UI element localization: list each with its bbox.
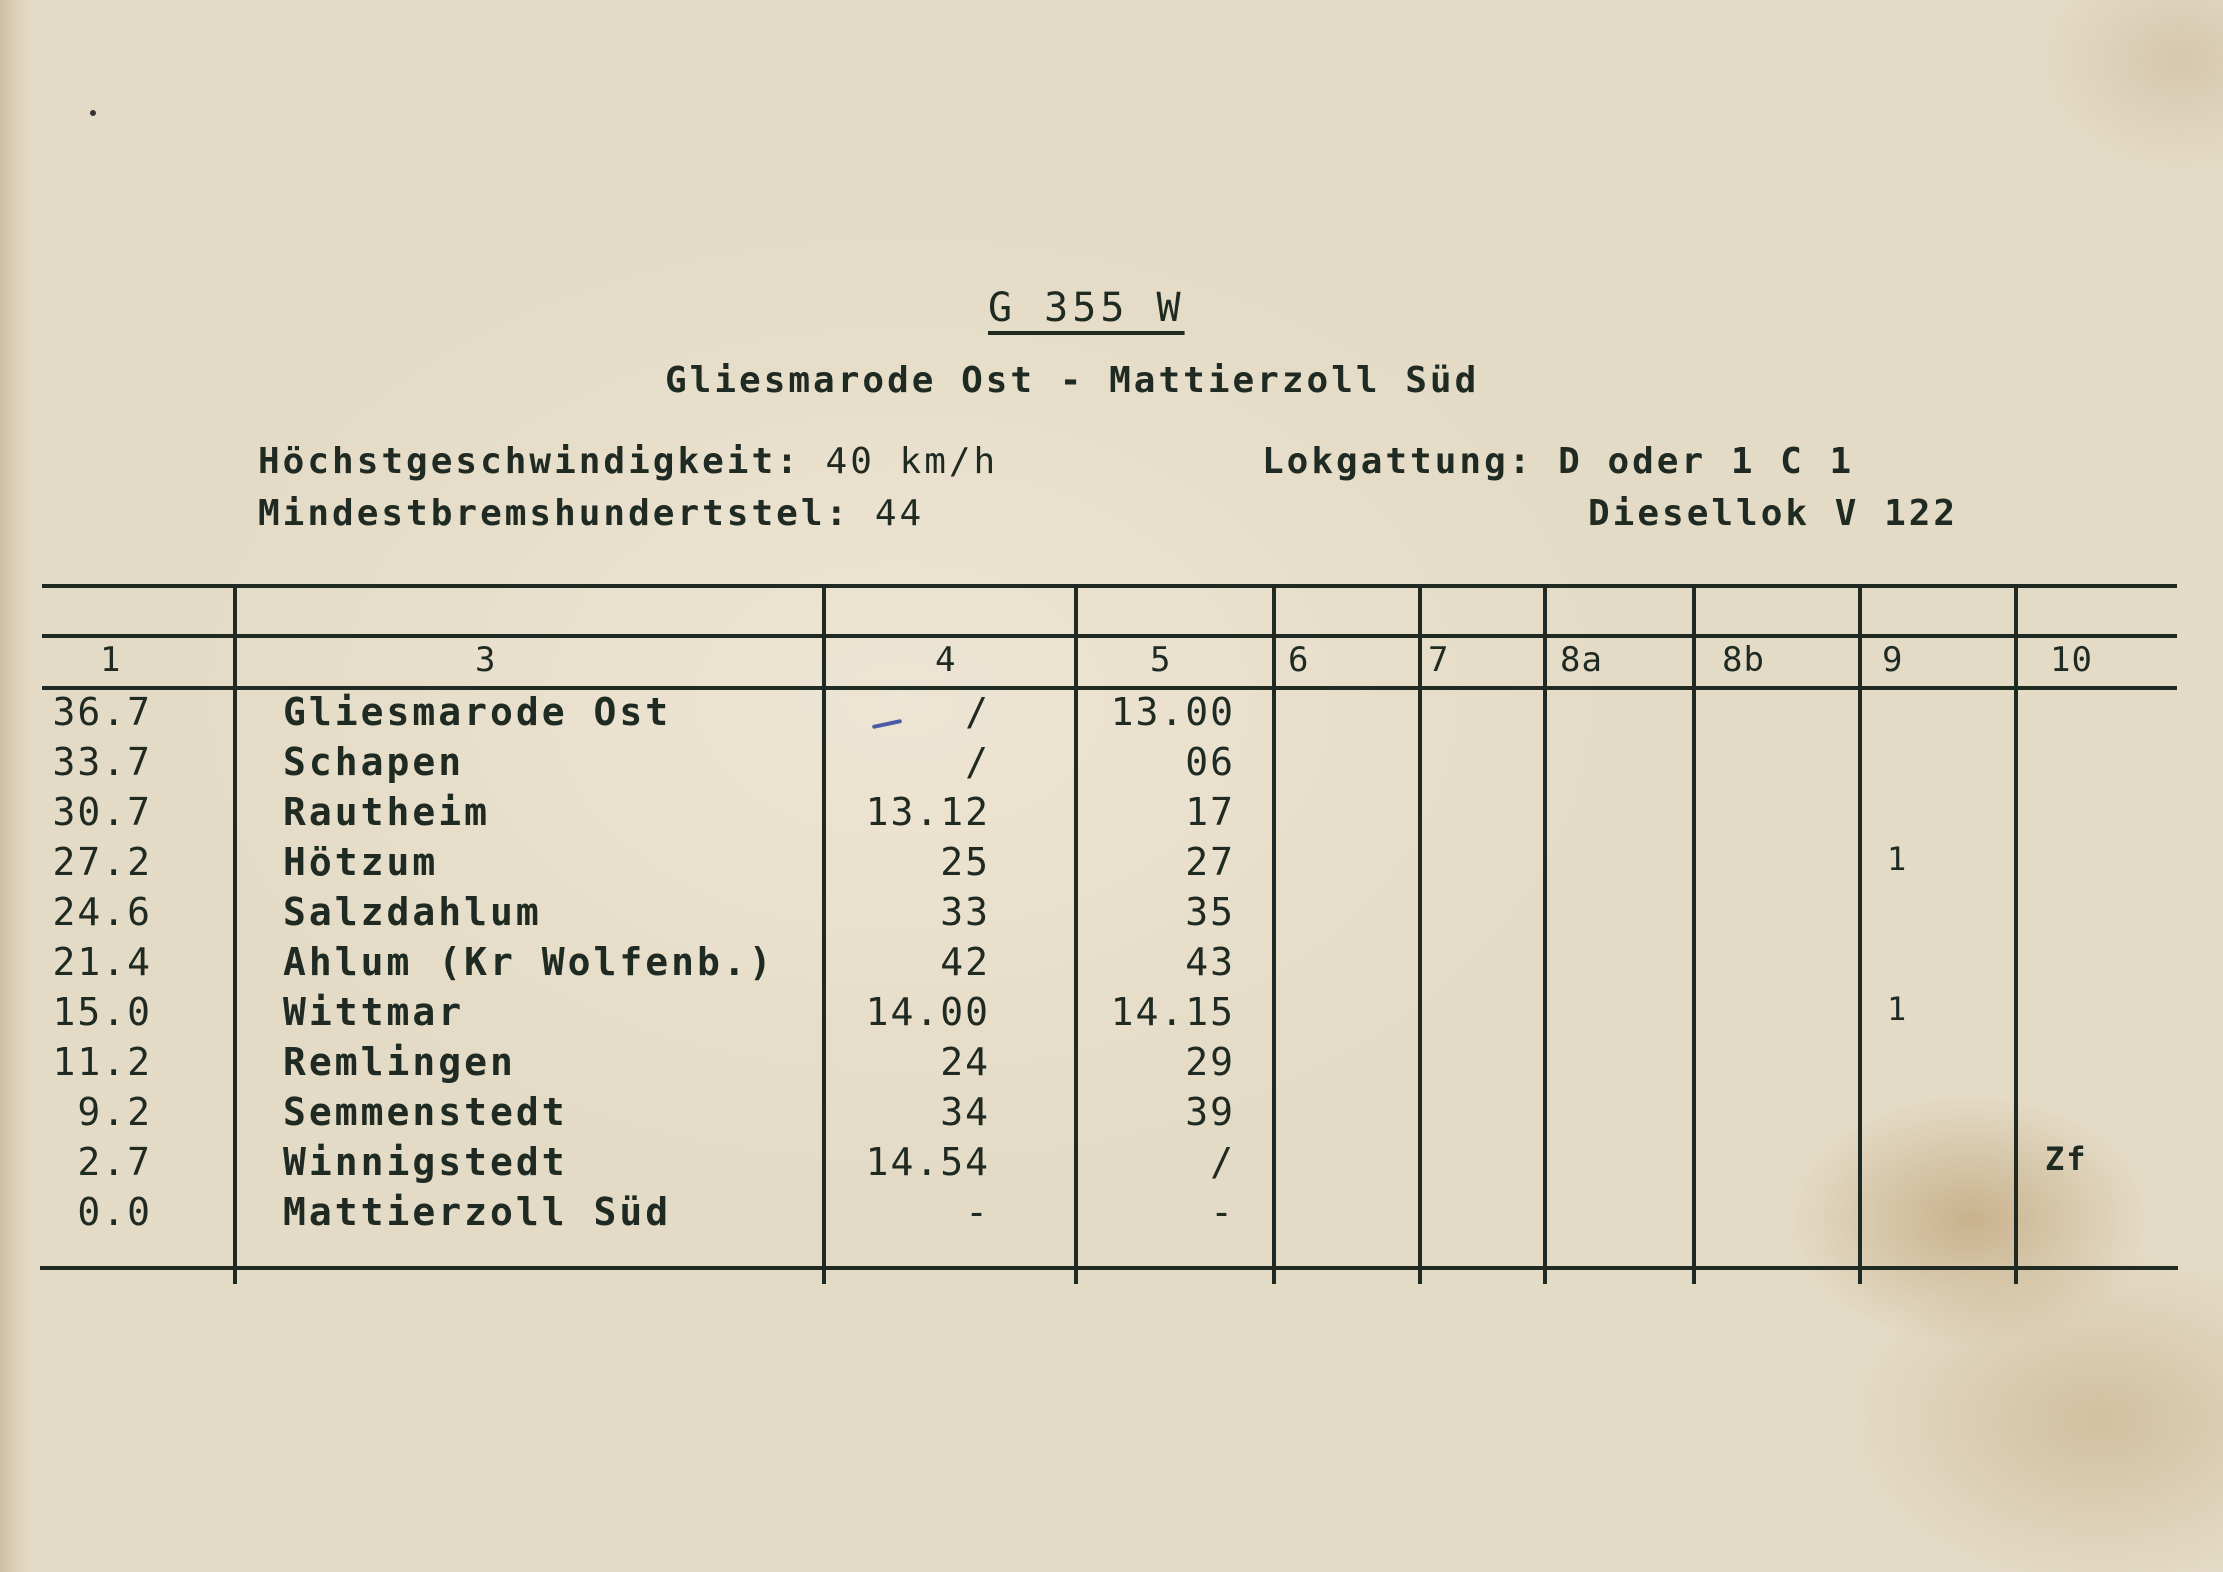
- row-arrival: /: [965, 740, 990, 784]
- column-header: 9: [1882, 640, 1904, 680]
- column-header: 5: [1150, 640, 1172, 680]
- row-station: Ahlum (Kr Wolfenb.): [283, 940, 775, 984]
- row-departure: 29: [1185, 1040, 1235, 1084]
- row-arrival: 42: [940, 940, 990, 984]
- row-km: 15.0: [52, 990, 152, 1034]
- column-header: 7: [1428, 640, 1450, 680]
- row-departure: 35: [1185, 890, 1235, 934]
- min-brake-label: Mindestbremshundertstel:: [258, 493, 851, 534]
- row-departure: 13.00: [1110, 690, 1235, 734]
- column-divider: [2014, 584, 2018, 1284]
- column-divider: [1418, 584, 1422, 1284]
- row-arrival: 14.00: [865, 990, 990, 1034]
- min-brake: [258, 493, 924, 534]
- row-arrival: 14.54: [865, 1140, 990, 1184]
- row-arrival: 33: [940, 890, 990, 934]
- column-header: 8a: [1560, 640, 1603, 680]
- loco-class: [1262, 441, 1854, 482]
- binding-edge: [0, 0, 30, 1572]
- row-arrival: -: [965, 1190, 990, 1234]
- row-departure: -: [1210, 1190, 1235, 1234]
- max-speed-label: Höchstgeschwindigkeit:: [258, 441, 801, 482]
- column-divider: [1858, 584, 1862, 1284]
- column-header: 6: [1288, 640, 1310, 680]
- row-km: 21.4: [52, 940, 152, 984]
- column-divider: [1692, 584, 1696, 1284]
- column-header: 10: [2050, 640, 2093, 680]
- row-station: Hötzum: [283, 840, 439, 884]
- column-divider: [1272, 584, 1276, 1284]
- column-header: 8b: [1722, 640, 1765, 680]
- loco-class-value: D oder 1 C 1: [1558, 441, 1855, 482]
- train-number: G 355 W: [988, 285, 1185, 331]
- row-km: 27.2: [52, 840, 152, 884]
- row-departure: 14.15: [1110, 990, 1235, 1034]
- table-rule: [42, 584, 2177, 588]
- row-departure: 39: [1185, 1090, 1235, 1134]
- row-arrival: 25: [940, 840, 990, 884]
- row-station: Rautheim: [283, 790, 491, 834]
- row-arrival: 24: [940, 1040, 990, 1084]
- row-station: Semmenstedt: [283, 1090, 568, 1134]
- row-km: 0.0: [77, 1190, 152, 1234]
- table-rule: [42, 634, 2177, 638]
- row-arrival: 34: [940, 1090, 990, 1134]
- row-station: Wittmar: [283, 990, 465, 1034]
- ink-speck: [90, 110, 96, 116]
- row-station: Schapen: [283, 740, 465, 784]
- row-km: 36.7: [52, 690, 152, 734]
- row-km: 33.7: [52, 740, 152, 784]
- column-divider: [233, 584, 237, 1284]
- row-station: Winnigstedt: [283, 1140, 568, 1184]
- column-divider: [1543, 584, 1547, 1284]
- row-km: 24.6: [52, 890, 152, 934]
- row-col9: 1: [1887, 840, 1909, 878]
- row-col9: 1: [1887, 990, 1909, 1028]
- row-station: Gliesmarode Ost: [283, 690, 672, 734]
- column-header: 1: [100, 640, 122, 680]
- row-station: Remlingen: [283, 1040, 516, 1084]
- row-arrival: /: [965, 690, 990, 734]
- max-speed: [258, 441, 998, 482]
- min-brake-value: 44: [874, 493, 925, 534]
- row-departure: 43: [1185, 940, 1235, 984]
- row-departure: /: [1210, 1140, 1235, 1184]
- max-speed-value: 40 km/h: [825, 441, 999, 482]
- column-header: 3: [475, 640, 497, 680]
- row-departure: 27: [1185, 840, 1235, 884]
- loco-extra: Diesellok V 122: [1588, 493, 1959, 534]
- row-km: 9.2: [77, 1090, 152, 1134]
- row-departure: 06: [1185, 740, 1235, 784]
- row-km: 2.7: [77, 1140, 152, 1184]
- loco-class-label: Lokgattung:: [1262, 441, 1534, 482]
- row-col10: Zf: [2045, 1140, 2088, 1178]
- route-title: Gliesmarode Ost - Mattierzoll Süd: [665, 360, 1480, 401]
- column-header: 4: [935, 640, 957, 680]
- row-km: 30.7: [52, 790, 152, 834]
- row-station: Mattierzoll Süd: [283, 1190, 672, 1234]
- row-km: 11.2: [52, 1040, 152, 1084]
- row-arrival: 13.12: [865, 790, 990, 834]
- row-departure: 17: [1185, 790, 1235, 834]
- row-station: Salzdahlum: [283, 890, 542, 934]
